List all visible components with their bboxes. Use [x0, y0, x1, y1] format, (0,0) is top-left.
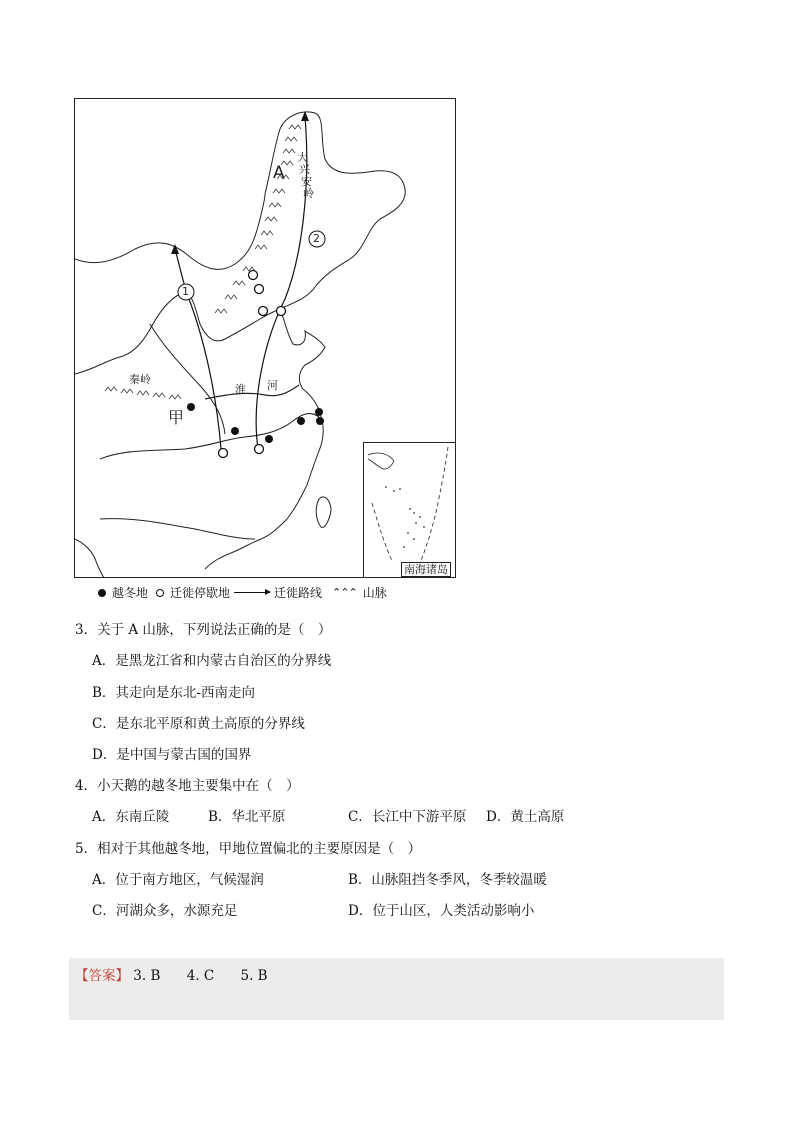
inset-label: 南海诸岛 — [401, 562, 451, 577]
answer-tag: 【答案】 — [75, 968, 129, 984]
wintering-site-jia — [187, 403, 195, 411]
wintering-site — [265, 435, 273, 443]
taiwan — [316, 497, 331, 527]
wintering-site — [316, 417, 324, 425]
coast-bohai — [280, 309, 325, 389]
answer-item-5: 5. B — [240, 968, 268, 984]
label-huai: 淮 — [235, 383, 246, 396]
label-route-2: 2 — [313, 232, 320, 245]
wintering-legend-icon — [98, 589, 106, 597]
south-china-sea-inset — [363, 442, 456, 578]
stopover-site — [259, 307, 268, 316]
question-3-option-c: C．是东北平原和黄土高原的分界线 — [92, 716, 305, 732]
question-4-option-d: D．黄土高原 — [486, 809, 565, 825]
stopover-site — [277, 307, 286, 316]
mountain-legend-icon: ⌃⌃⌃ — [332, 586, 357, 599]
question-5-option-d: D．位于山区，人类活动影响小 — [348, 903, 535, 919]
legend-route: 迁徙路线 — [274, 586, 323, 600]
label-route-1: 1 — [182, 285, 189, 298]
legend-stopover: 迁徙停歇地 — [170, 586, 231, 600]
wintering-site — [297, 417, 305, 425]
map-figure — [74, 98, 456, 578]
route-arrow-icon — [234, 592, 270, 593]
label-he: 河 — [267, 379, 278, 392]
stopover-legend-icon — [156, 589, 164, 597]
label-daxinganling-3: 安 — [301, 175, 312, 188]
question-3-stem: 3．关于 A 山脉，下列说法正确的是（ ） — [75, 622, 332, 638]
wintering-site — [315, 408, 323, 416]
boundary-sw — [75, 539, 105, 578]
border-northeast — [265, 112, 405, 309]
label-daxinganling-2: 兴 — [299, 163, 310, 176]
border-mongolia — [75, 194, 265, 269]
label-jia: 甲 — [168, 408, 185, 427]
border-northwest — [75, 293, 280, 374]
label-daxinganling-4: 岭 — [303, 187, 314, 200]
answer-item-4: 4. C — [186, 968, 215, 984]
question-4-stem: 4．小天鹅的越冬地主要集中在（ ） — [75, 778, 300, 794]
mountain-marks-qinling — [105, 387, 181, 399]
answer-box — [69, 958, 724, 1020]
river-huai — [205, 385, 299, 399]
stopover-site — [219, 449, 228, 458]
question-5-option-b: B．山脉阻挡冬季风，冬季较温暖 — [348, 872, 547, 888]
stopover-sites — [219, 271, 286, 458]
legend-wintering: 越冬地 — [112, 586, 149, 600]
stopover-site — [255, 285, 264, 294]
question-3-option-a: A．是黑龙江省和内蒙古自治区的分界线 — [92, 653, 332, 669]
answer-line — [75, 964, 290, 984]
question-4-option-b: B．华北平原 — [208, 809, 286, 825]
label-qinling: 秦岭 — [129, 373, 151, 386]
coast-east — [205, 389, 323, 569]
wintering-sites — [187, 403, 324, 443]
question-5-option-a: A．位于南方地区，气候湿润 — [92, 872, 264, 888]
question-4-option-c: C．长江中下游平原 — [348, 809, 467, 825]
question-4-option-a: A．东南丘陵 — [92, 809, 170, 825]
stopover-site — [255, 445, 264, 454]
question-5-stem: 5．相对于其他越冬地，甲地位置偏北的主要原因是（ ） — [75, 841, 422, 857]
label-mountain-a: A — [273, 163, 285, 183]
question-3-option-b: B．其走向是东北-西南走向 — [92, 685, 255, 701]
inset-drawing — [364, 443, 456, 578]
wintering-site — [231, 427, 239, 435]
question-3-option-d: D．是中国与蒙古国的国界 — [92, 747, 252, 763]
river-yangtze — [100, 414, 319, 459]
legend-mountain: 山脉 — [362, 586, 387, 600]
stopover-site — [249, 271, 258, 280]
answer-item-3: 3. B — [133, 968, 161, 984]
map-legend — [98, 584, 387, 601]
boundary-south — [100, 519, 255, 539]
question-5-option-c: C．河湖众多，水源充足 — [92, 903, 238, 919]
label-daxinganling-1: 大 — [297, 151, 308, 164]
